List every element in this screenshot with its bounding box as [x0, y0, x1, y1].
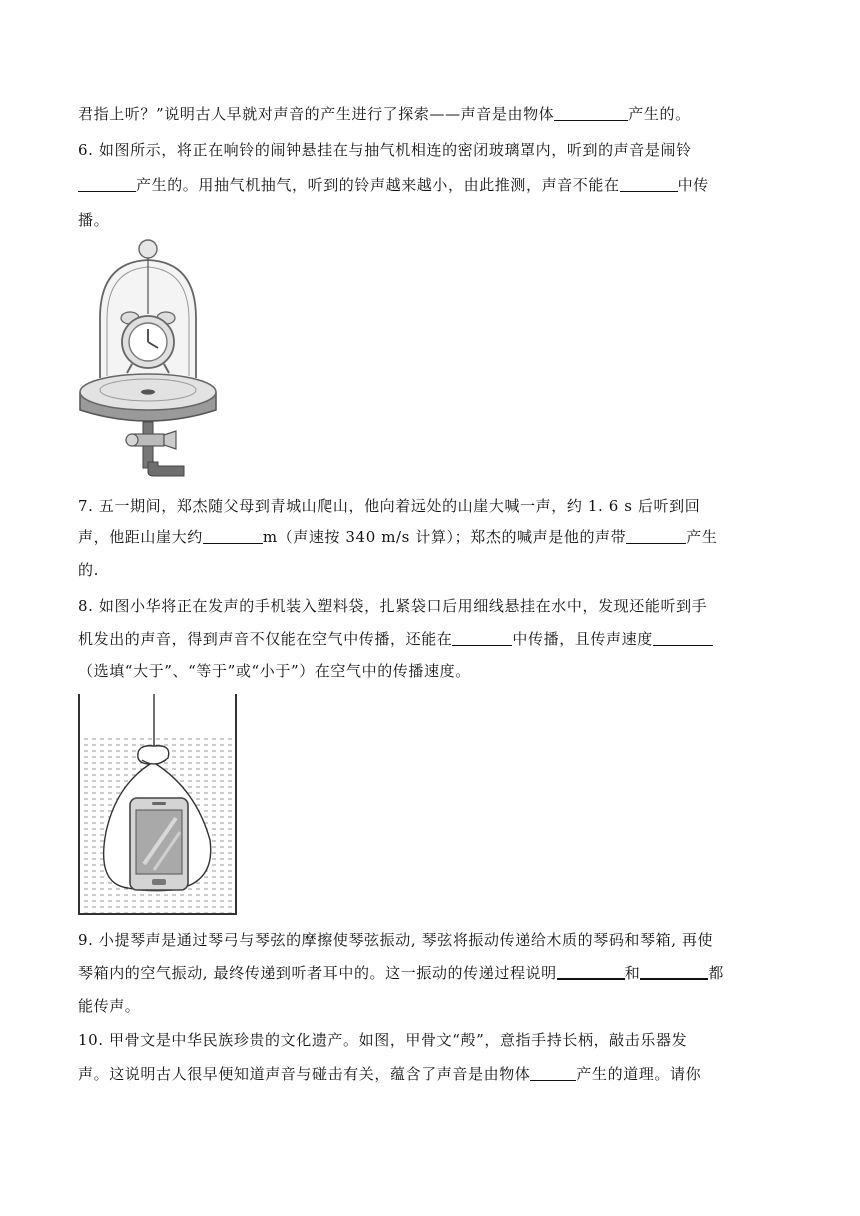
answer-blank[interactable]: [530, 1066, 576, 1081]
answer-blank[interactable]: [640, 964, 708, 980]
answer-blank[interactable]: [78, 177, 136, 192]
answer-blank[interactable]: [203, 529, 263, 544]
answer-blank[interactable]: [557, 964, 625, 980]
q9-line-1: 9. 小提琴声是通过琴弓与琴弦的摩擦使琴弦振动, 琴弦将振动传递给木质的琴码和琴箱, 再使: [78, 931, 714, 949]
q10-line-2: 声。这说明古人很早便知道声音与碰击有关，蕴含了声音是由物体 产生的道理。请你: [78, 1065, 702, 1083]
q5-line: 君指上听？”说明古人早就对声音的产生进行了探索——声音是由物体 产生的。: [78, 105, 691, 123]
answer-blank[interactable]: [452, 631, 512, 646]
q9-line-2: 琴箱内的空气振动, 最终传递到听者耳中的。这一振动的传递过程说明 和 都: [78, 964, 724, 982]
q7-line-3: 的.: [78, 561, 99, 579]
answer-blank[interactable]: [620, 177, 678, 192]
q7-line-1: 7. 五一期间，郑杰随父母到青城山爬山，他向着远处的山崖大喊一声，约 1. 6 s 后听到回: [78, 497, 701, 515]
q6-line-2: 产生的。用抽气机抽气，听到的铃声越来越小，由此推测，声音不能在 中传: [78, 175, 788, 195]
bell-jar-alarm-clock-icon: [74, 236, 224, 482]
q8-line-3: （选填“大于”、“等于”或“小于”）在空气中的传播速度。: [78, 662, 471, 680]
answer-blank[interactable]: [554, 106, 628, 121]
q9-line-3: 能传声。: [78, 997, 141, 1015]
answer-blank[interactable]: [626, 529, 686, 544]
q8-line-2: 机发出的声音，得到声音不仅能在空气中传播，还能在 中传播，且传声速度: [78, 629, 788, 649]
answer-blank[interactable]: [653, 631, 713, 646]
q10-line-1: 10. 甲骨文是中华民族珍贵的文化遗产。如图，甲骨文“殸”，意指手持长柄，敲击乐器发: [78, 1031, 688, 1049]
q7-line-2: 声，他距山崖大约 m（声速按 340 m/s 计算）；郑杰的喊声是他的声带 产生: [78, 528, 718, 546]
q6-line-1: 6. 如图所示，将正在响铃的闹钟悬挂在与抽气机相连的密闭玻璃罩内，听到的声音是闹铃: [78, 141, 692, 159]
q6-line-3: 播。: [78, 211, 110, 229]
q8-line-1: 8. 如图小华将正在发声的手机装入塑料袋，扎紧袋口后用细线悬挂在水中，发现还能听到手: [78, 597, 708, 615]
phone-in-bag-water-icon: [76, 694, 240, 916]
